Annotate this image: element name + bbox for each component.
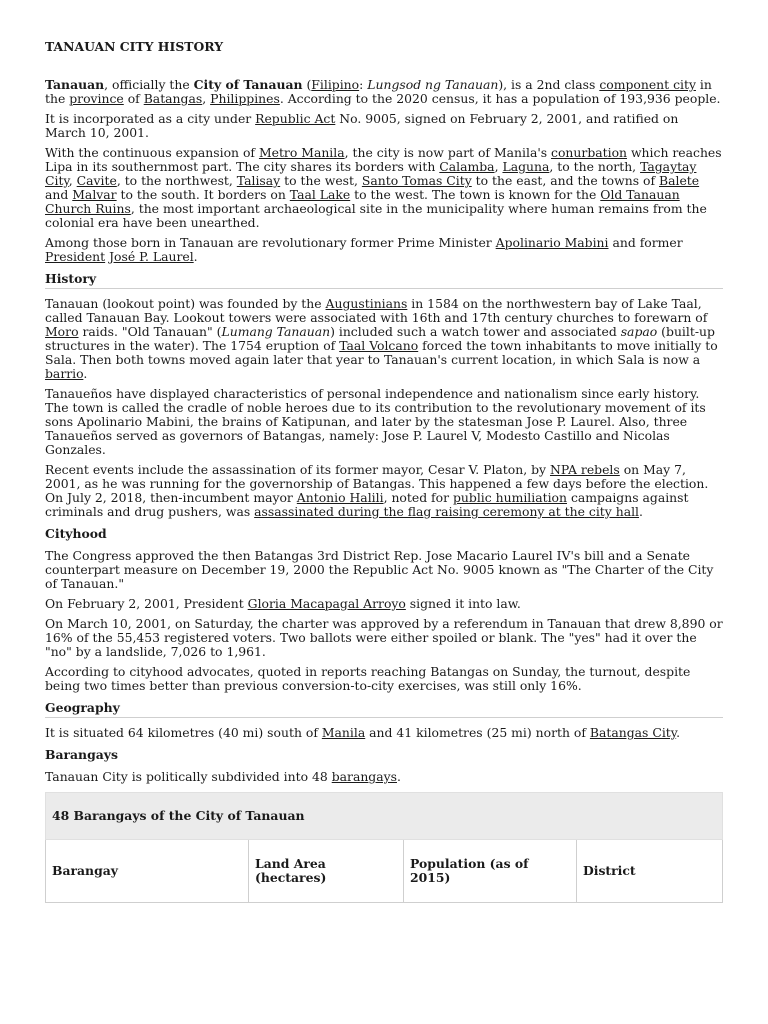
- link-cavite[interactable]: Cavite: [76, 173, 117, 188]
- cityhood-paragraph-3: On March 10, 2001, on Saturday, the charter was approved by a referendum in Tanauan that drew 8,890 or 16% of the 55,453 registered voters. Two ballots were either spoiled or blank. The "yes" had it over the "no" by a landslide, 7,026 to 1,961.: [45, 616, 723, 659]
- link-batangas[interactable]: Batangas: [143, 91, 203, 106]
- cityhood-paragraph-2: On February 2, 2001, President Gloria Macapagal Arroyo signed it into law.: [45, 596, 521, 611]
- barangays-heading: Barangays: [45, 747, 118, 762]
- link-conurbation[interactable]: conurbation: [551, 145, 628, 160]
- link-taal-volcano[interactable]: Taal Volcano: [339, 338, 419, 353]
- table-header-row: [46, 840, 723, 903]
- link-npa-rebels[interactable]: NPA rebels: [549, 462, 620, 477]
- intro-paragraph-1: Tanauan, officially the City of Tanauan (Filipino: Lungsod ng Tanauan), is a 2nd class component city in the province of Batangas, Philippines. According to the 2020 census, it has a population of 193,936 people.: [45, 77, 721, 106]
- link-church-ruins[interactable]: Old Tanauan Church Ruins: [45, 187, 680, 216]
- link-president[interactable]: President: [45, 249, 106, 264]
- link-malvar[interactable]: Malvar: [72, 187, 117, 202]
- column-header-population: Population (as of 2015): [404, 840, 577, 903]
- link-batangas-city[interactable]: Batangas City: [589, 725, 677, 740]
- history-paragraph-2: Tanaueños have displayed characteristics of personal independence and nationalism since early history. The town is called the cradle of noble heroes due to its contribution to the revolutionary movement of its sons Apolinario Mabini, the brains of Katipunan, and later by the statesman Jose P. Laurel. Also, three Tanaueños served as governors of Batangas, namely: Jose P. Laurel V, Modesto Castillo and Nicolas Gonzales.: [45, 386, 706, 457]
- column-header-barangay: Barangay: [46, 840, 249, 903]
- link-assassination[interactable]: assassinated during the flag raising ceremony at the city hall: [254, 504, 640, 519]
- link-santo-tomas-city[interactable]: Santo Tomas City: [361, 173, 472, 188]
- link-apolinario-mabini[interactable]: Apolinario Mabini: [495, 235, 609, 250]
- link-moro[interactable]: Moro: [45, 324, 79, 339]
- link-augustinians[interactable]: Augustinians: [325, 296, 408, 311]
- city-name: Tanauan: [45, 77, 105, 92]
- link-antonio-halili[interactable]: Antonio Halili: [296, 490, 384, 505]
- barangays-paragraph-1: Tanauan City is politically subdivided into 48 barangays.: [45, 769, 401, 784]
- column-header-district: District: [577, 840, 723, 903]
- history-paragraph-3: Recent events include the assassination of its former mayor, Cesar V. Platon, by NPA rebels on May 7, 2001, as he was running for the governorship of Batangas. This happened a few days before the election. On July 2, 2018, then-incumbent mayor Antonio Halili, noted for public humiliation campaigns against criminals and drug pushers, was assassinated during the flag raising ceremony at the city hall.: [45, 462, 709, 519]
- cityhood-heading: Cityhood: [45, 526, 107, 541]
- link-public-humiliation[interactable]: public humiliation: [452, 490, 567, 505]
- history-heading: History: [45, 272, 723, 289]
- document-title: TANAUAN CITY HISTORY: [45, 39, 224, 54]
- intro-paragraph-4: Among those born in Tanauan are revolutionary former Prime Minister Apolinario Mabini and former President José P. Laurel.: [45, 235, 683, 264]
- link-taal-lake[interactable]: Taal Lake: [289, 187, 351, 202]
- official-name: City of Tanauan: [193, 77, 303, 92]
- geography-heading: Geography: [45, 701, 723, 718]
- link-jose-laurel[interactable]: José P. Laurel: [109, 249, 194, 264]
- link-gloria-arroyo[interactable]: Gloria Macapagal Arroyo: [247, 596, 406, 611]
- link-laguna[interactable]: Laguna: [502, 159, 550, 174]
- cityhood-paragraph-4: According to cityhood advocates, quoted in reports reaching Batangas on Sunday, the turnout, despite being two times better than previous conversion-to-city exercises, was still only 16%.: [45, 664, 691, 693]
- link-talisay[interactable]: Talisay: [236, 173, 281, 188]
- link-component-city[interactable]: component city: [599, 77, 696, 92]
- intro-paragraph-2: It is incorporated as a city under Republic Act No. 9005, signed on February 2, 2001, and ratified on March 10, 2001.: [45, 111, 679, 140]
- table-caption-row: [46, 793, 723, 840]
- link-metro-manila[interactable]: Metro Manila: [258, 145, 345, 160]
- intro-paragraph-3: With the continuous expansion of Metro Manila, the city is now part of Manila's conurbation which reaches Lipa in its southernmost part. The city shares its borders with Calamba, Laguna, to the north, Tagaytay City, Cavite, to the northwest, Talisay to the west, Santo Tomas City to the east, and the towns of Balete and Malvar to the south. It borders on Taal Lake to the west. The town is known for the Old Tanauan Church Ruins, the most important archaeological site in the municipality where human remains from the colonial era have been unearthed.: [45, 145, 722, 230]
- sapao-term: sapao: [620, 324, 658, 339]
- link-province[interactable]: province: [69, 91, 124, 106]
- history-paragraph-1: Tanauan (lookout point) was founded by the Augustinians in 1584 on the northwestern bay of Lake Taal, called Tanauan Bay. Lookout towers were associated with 16th and 17th century churches to forewarn of Moro raids. "Old Tanauan" (Lumang Tanauan) included such a watch tower and associated sapao (built-up structures in the water). The 1754 eruption of Taal Volcano forced the town inhabitants to move initially to Sala. Then both towns moved again later that year to Tanauan's current location, in which Sala is now a barrio.: [45, 296, 718, 381]
- geography-paragraph-1: It is situated 64 kilometres (40 mi) south of Manila and 41 kilometres (25 mi) north of Batangas City.: [45, 725, 681, 740]
- link-balete[interactable]: Balete: [659, 173, 700, 188]
- link-filipino[interactable]: Filipino: [311, 77, 360, 92]
- lumang-tanauan: Lumang Tanauan: [221, 324, 331, 339]
- link-tagaytay-city[interactable]: Tagaytay City: [45, 159, 697, 188]
- link-calamba[interactable]: Calamba: [439, 159, 495, 174]
- link-manila[interactable]: Manila: [321, 725, 366, 740]
- table-caption: 48 Barangays of the City of Tanauan: [46, 793, 723, 840]
- barangays-table: [45, 792, 723, 903]
- link-barrio[interactable]: barrio: [45, 366, 84, 381]
- link-philippines[interactable]: Philippines: [210, 91, 280, 106]
- cityhood-paragraph-1: The Congress approved the then Batangas 3rd District Rep. Jose Macario Laurel IV's bill and a Senate counterpart measure on December 19, 2000 the Republic Act No. 9005 known as "The Charter of the City of Tanauan.": [45, 548, 714, 591]
- link-republic-act[interactable]: Republic Act: [255, 111, 336, 126]
- link-barangays[interactable]: barangays: [331, 769, 397, 784]
- native-name: Lungsod ng Tanauan: [367, 77, 499, 92]
- column-header-land-area: Land Area (hectares): [249, 840, 404, 903]
